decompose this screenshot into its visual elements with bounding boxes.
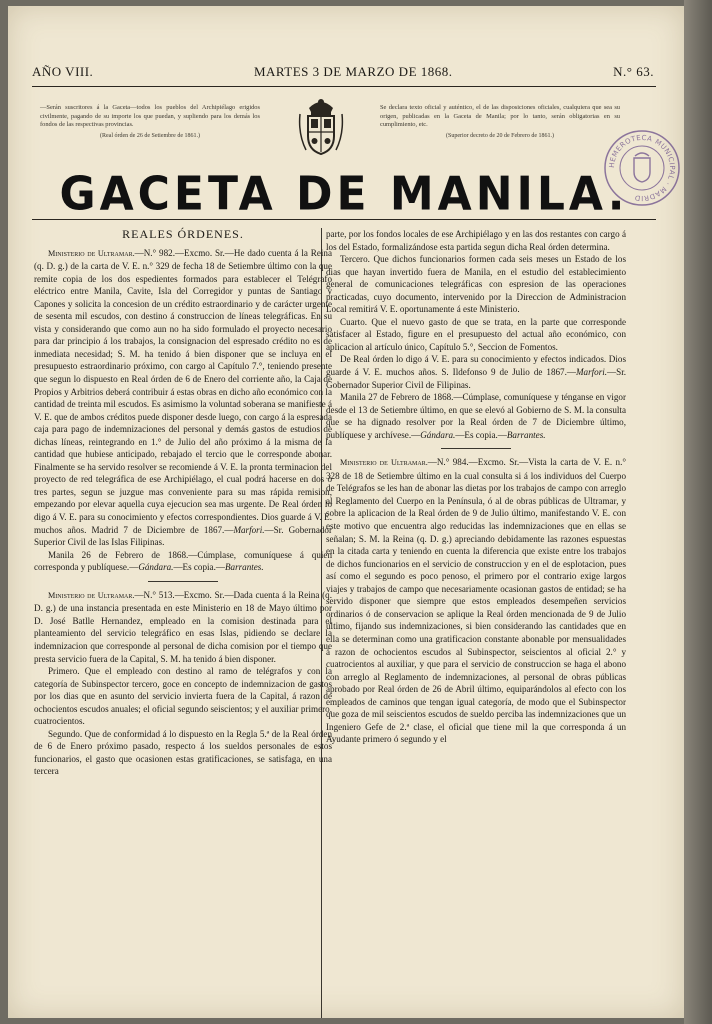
- order-513-cumplase: [326, 391, 626, 441]
- issue-year: AÑO VIII.: [32, 64, 94, 79]
- order-separator-2: [441, 448, 511, 449]
- order-982-body: —N.° 982.—Excmo. Sr.—He dado cuenta á la Reina (q. D. g.) de la carta de V. E. n.° 329 de fecha 18 de Setiembre último con la que remite copia de los dos espedientes formados para establecer el Telégrafo eléctrico entre Manila, Cavite, Isla del Corregidor y puntas de Santiago y Capones y solicita la concesion de un crédito estraordinario y de carácter urgente de sesenta mil escudos, con destino á construccion de líneas telegráficas. En su vista y considerando que como aun no ha sido formulado el proyecto necesario para dar principio á los trabajos, la consignacion del espresado crédito no es de inmediata necesidad; S. M. ha tenido á bien disponer que se incluya en el presupuesto estraordinario próximo, con cargo al Capítulo 7.°, teniendo presente que segun lo dispuesto en Real órden de 6 de Enero del corriente año, la Caja de Propios y Arbitrios deberá contribuir á estas obras en dicho año económico con la cantidad de treinta mil escudos. Es asimismo la voluntad soberana se manifieste á V. E. que de ambos créditos puede disponer desde luego, con cargo á la espresada caja para pago de indemnizaciones del personal y demás gastos de estudios de dichas líneas, reintegrando en 1.° de Julio del año próximo á la misma de la cantidad que hubiese anticipado, rebajado el tercio que le corresponde abonar. Finalmente se ha servido resolver se recomiende á V. E. la pronta terminacion del proyecto de red telegráfica de ese Archipiélago, el cual podrá hacerse en dos ó tres partes, segun se juzgue mas conveniente para su mas rápida remision, empezando por elevar aquella cuya ejecucion sea mas urgente. De Real órden lo digo á V. E. para su conocimiento y efectos correspondientes. Dios guarde á V. E. muchos años. Madrid 7 de Diciembre de 1867.—: [34, 247, 333, 535]
- royal-crest-icon: [296, 94, 346, 158]
- order-984-ministry: Ministerio de Ultramar.: [340, 458, 428, 468]
- cumplase-text: Manila 26 de Febrero de 1868.—Cúmplase, comuníquese á quien corresponda y publíquese.—: [34, 549, 332, 573]
- order-982-signer: Marfori.: [233, 524, 265, 535]
- order-984: [326, 456, 626, 746]
- order-982-cumplase: [34, 549, 332, 574]
- order-513-body: —N.° 513.—Excmo. Sr.—Dada cuenta á la Reina (q. D. g.) de una instancia presentada en este Ministerio en 18 de Mayo último por D. José Batlle Hernandez, empleado en la comision destinada para el planteamiento del servicio telegráfico en esas Islas, pidiendo se declare la indemnizacion que corresponde al personal de dicha comision por el tiempo que presta servicio fuera de la Capital, S. M. ha tenido á bien disponer.: [34, 589, 332, 664]
- order-513-tercero: Tercero. Que dichos funcionarios formen cada seis meses un Estado de los dias que hayan invertido fuera de Manila, en el estudio del establecimiento general de comunicaciones telegráficas con espresion de las operaciones practicadas, cuyo documento, intervenido por la Direccion de Administracion Local remitirá V. E. oportunamente á este Ministerio.: [326, 254, 626, 315]
- order-982-signer-title: —Sr. Gobernador Superior Civil de las Islas Filipinas.: [34, 524, 333, 548]
- issue-number: N.° 63.: [613, 64, 654, 79]
- cumplase-signer: Gándara.: [138, 562, 174, 573]
- issue-date: MARTES 3 DE MARZO DE 1868.: [253, 64, 453, 79]
- notice-left-text: —Serán suscritores á la Gaceta—todos los pueblos del Archipiélago erigidos civilmente, pagando de su importe los que puedan, y supliendo para los demás los fondos de las respectivas provincias.: [40, 104, 260, 129]
- scan-background-edge: [684, 0, 712, 1024]
- order-513-closing: [326, 353, 626, 391]
- section-title: REALES ÓRDENES.: [122, 227, 244, 241]
- order-separator: [148, 581, 218, 582]
- closing-text: De Real órden lo digo á V. E. para su conocimiento y efectos indicados. Dios guarde á V. E. muchos años. S. Ildefonso 9 de Julio de 1867.—: [326, 354, 626, 378]
- notice-left-ref: (Real órden de 26 de Setiembre de 1861.): [100, 132, 200, 139]
- order-982: [34, 247, 332, 549]
- notice-right-ref: (Superior decreto de 20 de Febrero de 1861.): [446, 132, 554, 139]
- header-rule: [32, 86, 656, 87]
- copia-text-2: —Es copia.—: [455, 429, 507, 440]
- copia-text: —Es copia.—: [173, 562, 225, 573]
- order-513-continuation: parte, por los fondos locales de ese Archipiélago y en las dos restantes con cargo á los del Estado, formalizándose esta partida segun dicha Real órden determina.: [326, 229, 626, 252]
- masthead-rule: [32, 219, 656, 220]
- right-column: [326, 228, 626, 746]
- order-513-primero: Primero. Que el empleado con destino al ramo de telégrafos y con la categoría de Subinspector tercero, goce en concepto de indemnizacion de gastos por los dias que en asunto del servicio invierta fuera de la Capital, á razon de ochocientos escudos anuales; el oficial segundo seiscientos; y el auxiliar primero, cuatrocientos.: [34, 666, 332, 727]
- closing-signer-title: —Sr. Gobernador Superior Civil de Filipinas.: [326, 367, 626, 390]
- notice-right-text: Se declara texto oficial y auténtico, el de las disposiciones oficiales, cualquiera que sea su origen, publicadas en la Gaceta de Manila; por lo tanto, serán obligatorias en su cumplimiento, etc.: [380, 104, 620, 129]
- order-513-cuarto: Cuarto. Que el nuevo gasto de que se trata, en la parte que corresponde satisfacer al Estado, figure en el presupuesto del actual año económico, con aplicacion al artículo único, Capítulo 5.°, Seccion de Fomentos.: [326, 316, 626, 352]
- issue-header: [32, 62, 654, 82]
- left-column: [34, 228, 332, 778]
- newspaper-page: [8, 6, 684, 1018]
- order-982-ministry: Ministerio de Ultramar.: [48, 248, 135, 258]
- order-513-ministry: Ministerio de Ultramar.: [48, 590, 135, 600]
- order-984-body: —N.° 984.—Excmo. Sr.—Vista la carta de V. E. n.° 328 de 18 de Setiembre último en la cual consulta si á los individuos del Cuerpo de Telégrafos se les han de abonar las dietas por los trabajos de campo con arreglo al Reglamento del Cuerpo en la Península, ó al de obras públicas de Ultramar, y sobre la aplicacion de la Real órden de 9 de Julio último, manifestando V. E. con este motivo que encuentra algo reducidas las indemnizaciones que en ellas se señalan; S. M. la Reina (q. D. g.) apreciando debidamente las razones espuestas en la citada carta y teniendo en cuenta la diferencia que existe entre los trabajos de dichos funcionarios en el servicio de construccion y en el de esplotacion, pues así como el segundo es poco penoso, el primero por el contrario exige largos viajes y trabajos de campo que necesariamente ocasionan gastos de entidad; se ha servido disponer que siempre que estos empleados desempeñen servicios ordinarios ó de conservacion se aplique la Real órden mencionada de 9 de Julio último, fijando sus indemnizaciones, si bien considerando las cantidades que en ella se determinan como una gratificacion constante abonable por mensualidades á razon de ochocientos escudos al Subinspector, seiscientos al oficial 2.° y cuatrocientos al auxiliar, y que para el servicio de construccion se haga el abono con arreglo al Reglamento de indemnizaciones, al personal de obras públicas aprobado por Real órden de 26 de Abril último, equiparándolos al efecto con los empleados de caminos que tengan igual categoría, de modo que el Subinspector que goza de mil seiscientos escudos de sueldo perciba las indemnizaciones que un Ingeniero Gefe de 2.ª clase, el oficial que tiene mil la que corresponda á un Ayudante primero ó segundo y el: [326, 457, 626, 745]
- cumplase-text-2: Manila 27 de Febrero de 1868.—Cúmplase, comuníquese y ténganse en vigor desde el 13 de Setiembre último, en que se elevó al Gobierno de S. M. la consulta que se ha dignado resolver por la Real órden de 7 de Diciembre último, publíquese y archívese.—: [326, 392, 626, 440]
- masthead-title: GACETA DE MANILA.: [59, 167, 629, 222]
- copia-signer-2: Barrantes.: [506, 429, 546, 440]
- order-513-segundo: Segundo. Que de conformidad á lo dispuesto en la Regla 5.ª de la Real órden de 6 de Enero próximo pasado, respecto á los sueldos personales de estos funcionarios, el gasto que ocasionen estas gratificaciones, se satisfaga, en una tercera: [34, 728, 332, 777]
- notice-left: [40, 104, 260, 140]
- notice-right: [380, 104, 620, 140]
- copia-signer: Barrantes.: [224, 562, 264, 573]
- closing-signer: Marfori.: [575, 367, 608, 378]
- stamp-text: HEMEROTECA MUNICIPAL · MADRID: [607, 133, 677, 203]
- cumplase-signer-2: Gándara.: [420, 429, 456, 440]
- order-513: [34, 589, 332, 665]
